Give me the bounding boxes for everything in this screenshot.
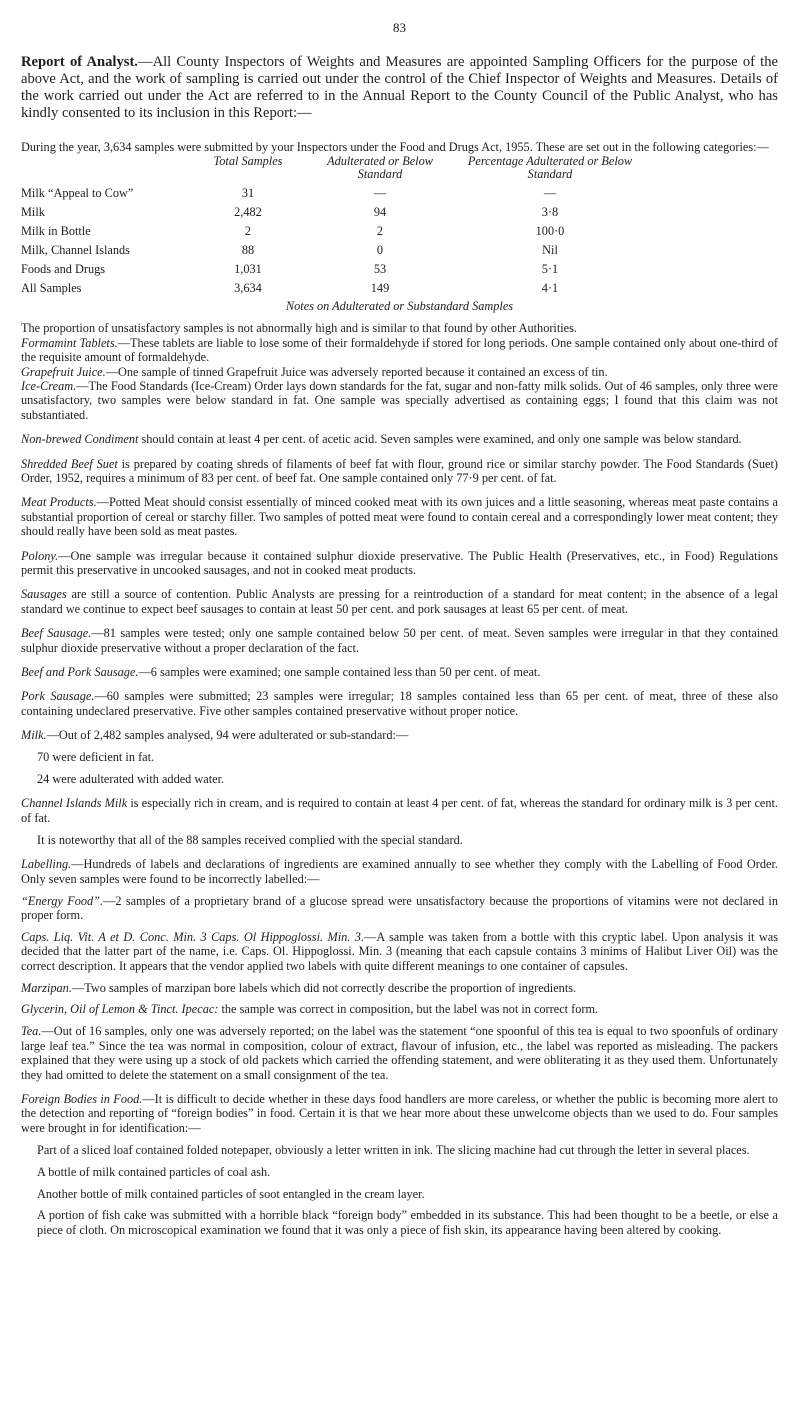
- paragraph-text: —One sample was irregular because it contained sulphur dioxide preservative. The Public Health (Preservatives, etc., in Food) Regulations permit this preservative in uncooked sausages, and not in cooked meat products.: [21, 548, 778, 577]
- paragraph-text: —Out of 2,482 samples analysed, 94 were adulterated or sub-standard:—: [46, 728, 409, 743]
- paragraph-caps: [21, 930, 778, 973]
- paragraph-text: the sample was correct in composition, but the label was not in correct form.: [218, 1002, 599, 1017]
- paragraph-channel-islands-note: [21, 833, 778, 847]
- paragraph-text: is prepared by coating shreds of filaments of beef fat with flour, ground rice or similar starchy powder. The Food Standards (Suet) Order, 1952, requires a minimum of 83 per cent. of beef fat. One sample contained only 77·9 per cent. of fat.: [21, 456, 778, 485]
- paragraph-text: Part of a sliced loaf contained folded notepaper, obviously a letter written in ink. The slicing machine had cut through the letter in several places.: [37, 1142, 750, 1157]
- paragraph-lead: Grapefruit Juice.: [21, 364, 106, 379]
- row-category: Foods and Drugs: [21, 261, 106, 276]
- table-row: [21, 240, 645, 259]
- paragraph-text: Another bottle of milk contained particles of soot entangled in the cream layer.: [37, 1186, 425, 1201]
- paragraph-text: The proportion of unsatisfactory samples is not abnormally high and is similar to that found by other Authorities.: [21, 321, 578, 336]
- report-heading-paragraph: [21, 54, 778, 122]
- paragraph-text: A bottle of milk contained particles of coal ash.: [37, 1164, 271, 1179]
- paragraph-text: —Potted Meat should consist essentially of minced cooked meat with its own juices and a little seasoning, whereas meat paste contains a substantial proportion of cereal or starchy filler. Two samples of potted meat were found to contain cereal and a correspondingly lower meat content; they should really have been sold as meat pastes.: [21, 495, 778, 539]
- row-percentage: 5·1: [541, 261, 559, 276]
- row-category: Milk, Channel Islands: [21, 242, 130, 257]
- paragraph-text: —60 samples were submitted; 23 samples were irregular; 18 samples contained less than 65 per cent. of meat, three of these also containing undeclared preservative. Five other samples contained preservative without proper notice.: [21, 689, 779, 718]
- paragraph-text: A portion of fish cake was submitted with a horrible black “foreign body” embedded in its substance. This had been thought to be a beetle, or else a piece of cloth. On microscopical examination we found that it was only a piece of fish skin, its appearance having been altered by cooking.: [37, 1208, 778, 1237]
- paragraph-sliced-loaf: [21, 1143, 778, 1157]
- paragraph-text: 70 were deficient in fat.: [37, 750, 155, 765]
- row-adulterated: 2: [376, 223, 384, 238]
- row-percentage: 3·8: [541, 204, 559, 219]
- paragraph-ice-cream: [21, 379, 778, 422]
- table-row: [21, 202, 645, 221]
- paragraph-lead: “Energy Food”.: [21, 893, 104, 908]
- paragraph-tea: [21, 1024, 778, 1082]
- paragraph-coal-ash: [21, 1165, 778, 1179]
- paragraph-condiment: [21, 432, 778, 446]
- paragraph-text: —Hundreds of labels and declarations of ingredients are examined annually to see whether they comply with the Labelling of Food Order. Only seven samples were found to be incorrectly labelled:—: [21, 857, 778, 886]
- paragraph-lead: Tea.: [21, 1024, 42, 1039]
- paragraph-text: is especially rich in cream, and is required to contain at least 4 per cent. of fat, whereas the standard for ordinary milk is 3 per cent. of fat.: [21, 796, 778, 825]
- paragraph-meat-products: [21, 495, 778, 538]
- table-header-row: [21, 155, 645, 183]
- paragraph-lead: Caps. Liq. Vit. A et D. Conc. Min. 3 Caps. Ol Hippoglossi. Min. 3.: [21, 929, 365, 944]
- row-category: Milk in Bottle: [21, 223, 91, 238]
- paragraph-lead: Channel Islands Milk: [21, 796, 128, 811]
- row-category: Milk “Appeal to Cow”: [21, 185, 134, 200]
- paragraph-soot: [21, 1187, 778, 1201]
- row-total: 1,031: [234, 261, 262, 276]
- row-total: 3,634: [234, 280, 262, 295]
- samples-table: [21, 155, 645, 297]
- row-total: 88: [241, 242, 255, 257]
- paragraph-text: —One sample of tinned Grapefruit Juice was adversely reported because it contained an excess of tin.: [105, 364, 608, 379]
- paragraph-sausages: [21, 587, 778, 616]
- paragraph-text: —81 samples were tested; only one sample contained below 50 per cent. of meat. Seven samples were irregular in that they contained sulphur dioxide preservative without a proper declaration of the fact.: [21, 626, 778, 655]
- intro-paragraph: During the year, 3,634 samples were submitted by your Inspectors under the Food and Drugs Act, 1955. These are set out in the following categories:—: [21, 140, 769, 154]
- paragraph-lead: Ice-Cream.: [21, 378, 77, 393]
- paragraph-lead: Polony.: [21, 548, 59, 563]
- paragraph-lead: Labelling.: [21, 857, 72, 872]
- table-row: [21, 259, 645, 278]
- paragraph-lead: Beef and Pork Sausage.: [21, 665, 139, 680]
- notes-body: [21, 321, 778, 1237]
- paragraph-polony: [21, 549, 778, 578]
- row-total: 2,482: [234, 204, 262, 219]
- paragraph-channel-islands: [21, 796, 778, 825]
- paragraph-text: —6 samples were examined; one sample contained less than 50 per cent. of meat.: [138, 665, 541, 680]
- paragraph-lead: Marzipan.: [21, 980, 72, 995]
- notes-caption: Notes on Adulterated or Substandard Samples: [285, 299, 514, 314]
- report-heading-text: —All County Inspectors of Weights and Measures are appointed Sampling Officers for the purpose of the above Act, and the work of sampling is carried out under the control of the Chief Inspector of Weights and Measures. Details of the work carried out under the Act are referred to in the Annual Report to the County Council of the Public Analyst, who has kindly consented to its inclusion in this Report:—: [21, 54, 778, 121]
- paragraph-text: —2 samples of a proprietary brand of a glucose spread were unsatisfactory because the proportions of vitamins were not declared in proper form.: [21, 893, 778, 922]
- paragraph-lead: Pork Sausage.: [21, 689, 95, 704]
- paragraph-suet: [21, 457, 778, 486]
- paragraph-text: 24 were adulterated with added water.: [37, 772, 225, 787]
- row-percentage: —: [543, 185, 557, 200]
- row-percentage: Nil: [542, 242, 558, 257]
- paragraph-lead: Beef Sausage.: [21, 626, 92, 641]
- paragraph-milk-water: [21, 772, 778, 786]
- paragraph-beef-sausage: [21, 626, 778, 655]
- paragraph-text: —The Food Standards (Ice-Cream) Order lays down standards for the fat, sugar and non-fatty milk solids. Out of 46 samples, only three were unsatisfactory, two samples were below standard in fat. One sample was specially advertised as containing eggs; I found that this claim was not substantiated.: [21, 378, 778, 422]
- table-header-category: [21, 155, 191, 183]
- paragraph-marzipan: [21, 981, 778, 995]
- paragraph-fish-cake: [21, 1208, 778, 1237]
- row-total: 2: [244, 223, 252, 238]
- report-heading-title: Report of Analyst.: [21, 54, 138, 70]
- row-adulterated: 94: [373, 204, 387, 219]
- paragraph-text: —It is difficult to decide whether in these days food handlers are more careless, or whether the public is becoming more alert to the detection and reporting of “foreign bodies” in food. Certain it is that we hear more about these unwelcome objects than we used to do. Four samples were brought in for identification:—: [21, 1091, 778, 1135]
- paragraph-text: It is noteworthy that all of the 88 samples received complied with the special standard.: [37, 832, 463, 847]
- row-adulterated: 0: [376, 242, 384, 257]
- row-percentage: 100·0: [535, 223, 565, 238]
- table-header-adulterated: Adulterated or Below Standard: [327, 154, 433, 181]
- paragraph-foreign-bodies: [21, 1092, 778, 1135]
- paragraph-formamint: [21, 336, 778, 365]
- row-category: Milk: [21, 204, 45, 219]
- table-header-percentage: Percentage Adulterated or Below Standard: [467, 154, 633, 181]
- paragraph-lead: Glycerin, Oil of Lemon & Tinct. Ipecac:: [21, 1002, 219, 1017]
- row-adulterated: 53: [373, 261, 387, 276]
- paragraph-milk: [21, 728, 778, 742]
- table-row: [21, 183, 645, 202]
- paragraph-text: are still a source of contention. Public Analysts are pressing for a reintroduction of a standard for meat content; in the absence of a legal standard we continue to expect beef sausages to contain at least 50 per cent. and pork sausages at least 65 per cent. of meat.: [21, 587, 778, 616]
- paragraph-labelling: [21, 857, 778, 886]
- paragraph-lead: Meat Products.: [21, 495, 97, 510]
- table-header-total: Total Samples: [213, 154, 283, 169]
- paragraph-lead: Foreign Bodies in Food.: [21, 1091, 143, 1106]
- table-row: [21, 278, 645, 297]
- paragraph-text: —These tablets are liable to lose some of their formaldehyde if stored for long periods. One sample contained only about one-third of the requisite amount of formaldehyde.: [21, 335, 778, 365]
- paragraph-grapefruit: [21, 365, 778, 379]
- paragraph-lead: Non-brewed Condiment: [21, 432, 139, 447]
- paragraph-text: —A sample was taken from a bottle with this cryptic label. Upon analysis it was decided that the latter part of the name, i.e. Caps. Ol. Hippoglossi. Min. 3 (meaning that each capsule contains 3 minims of Halibut Liver Oil) was the correct description. It appears that the vendor applied two labels with quite different meanings to one container of capsules.: [21, 929, 778, 973]
- paragraph-lead: Sausages: [21, 587, 67, 602]
- paragraph-pork-sausage: [21, 689, 778, 718]
- paragraph-lead: Formamint Tablets.: [21, 335, 118, 350]
- paragraph-text: should contain at least 4 per cent. of acetic acid. Seven samples were examined, and only one sample was below standard.: [138, 432, 742, 447]
- paragraph-glycerin: [21, 1002, 778, 1016]
- row-category: All Samples: [21, 280, 82, 295]
- paragraph-energy-food: [21, 894, 778, 923]
- row-adulterated: 149: [370, 280, 390, 295]
- paragraph-beef-pork-sausage: [21, 665, 778, 679]
- paragraph-milk-fat: [21, 750, 778, 764]
- paragraph-lead: Milk.: [21, 728, 47, 743]
- paragraph-text: —Out of 16 samples, only one was adversely reported; on the label was the statement “one spoonful of this tea is equal to two spoonfuls of ordinary large leaf tea.” Since the tea was normal in composition, colour of extract, flavour of infusion, etc., the label was reported as misleading. The packers explained that they were using up a stock of old packets which carried the offending statement, and were obliterating it as they used them. Unfortunately they had omitted to delete the statement on a small consignment of the tea.: [21, 1024, 778, 1082]
- row-percentage: 4·1: [541, 280, 559, 295]
- paragraph-text: —Two samples of marzipan bore labels which did not correctly describe the proportion of ingredients.: [71, 980, 577, 995]
- row-total: 31: [241, 185, 255, 200]
- paragraph-lead: Shredded Beef Suet: [21, 456, 118, 471]
- row-adulterated: —: [373, 185, 387, 200]
- page-number: 83: [393, 20, 406, 35]
- table-row: [21, 221, 645, 240]
- paragraph-proportion: [21, 321, 778, 335]
